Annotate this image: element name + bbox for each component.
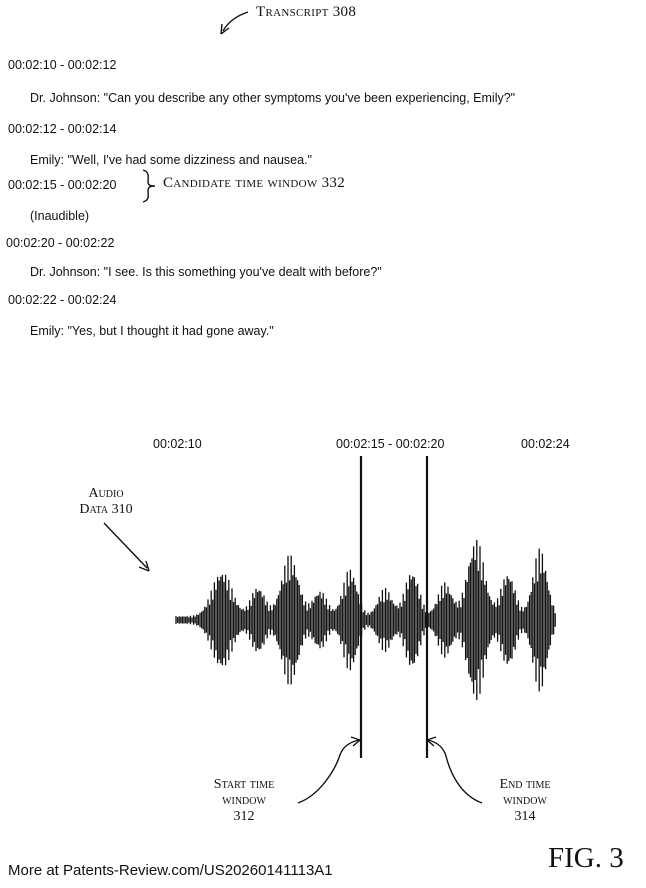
figure-label: FIG. 3 xyxy=(548,842,624,874)
audio-data-label-line1: Audio xyxy=(88,486,124,501)
waveform-trace xyxy=(176,540,555,700)
end-window-label-line3: 314 xyxy=(514,809,536,824)
transcript-line-4: Dr. Johnson: "I see. Is this something you've dealt with before?" xyxy=(30,265,382,279)
transcript-arrow xyxy=(221,12,248,34)
transcript-time-3: 00:02:15 - 00:02:20 xyxy=(8,178,117,192)
start-window-label-line2: window xyxy=(222,793,266,808)
end-window-label-line1: End time xyxy=(499,777,551,792)
candidate-window-label: Candidate time window 332 xyxy=(163,175,345,191)
start-window-label-line1: Start time xyxy=(213,777,275,792)
audio-time-left: 00:02:10 xyxy=(153,437,202,451)
end-window-label-line2: window xyxy=(503,793,547,808)
transcript-line-2: Emily: "Well, I've had some dizziness and nausea." xyxy=(30,153,312,167)
audio-data-label xyxy=(70,486,142,518)
audio-waveform xyxy=(176,540,555,700)
transcript-time-2: 00:02:12 - 00:02:14 xyxy=(8,122,117,136)
transcript-time-5: 00:02:22 - 00:02:24 xyxy=(8,293,117,307)
transcript-line-5: Emily: "Yes, but I thought it had gone away." xyxy=(30,324,274,338)
end-window-label xyxy=(476,777,574,825)
transcript-line-3: (Inaudible) xyxy=(30,209,90,223)
transcript-label: Transcript 308 xyxy=(256,4,357,20)
audio-data-label-line2: Data 310 xyxy=(79,502,133,517)
transcript-time-4: 00:02:20 - 00:02:22 xyxy=(6,236,115,250)
start-window-label xyxy=(192,777,296,825)
start-window-arrow xyxy=(298,737,360,803)
transcript-time-1: 00:02:10 - 00:02:12 xyxy=(8,58,117,72)
audio-time-middle: 00:02:15 - 00:02:20 xyxy=(336,437,445,451)
audio-data-arrow xyxy=(104,523,149,571)
candidate-window-brace xyxy=(143,170,155,202)
start-window-label-line3: 312 xyxy=(233,809,255,824)
audio-time-right: 00:02:24 xyxy=(521,437,570,451)
end-window-arrow xyxy=(427,737,482,803)
transcript-line-1: Dr. Johnson: "Can you describe any other symptoms you've been experiencing, Emily?" xyxy=(30,91,516,105)
footer-link[interactable]: More at Patents-Review.com/US20260141113A1 xyxy=(8,862,333,879)
